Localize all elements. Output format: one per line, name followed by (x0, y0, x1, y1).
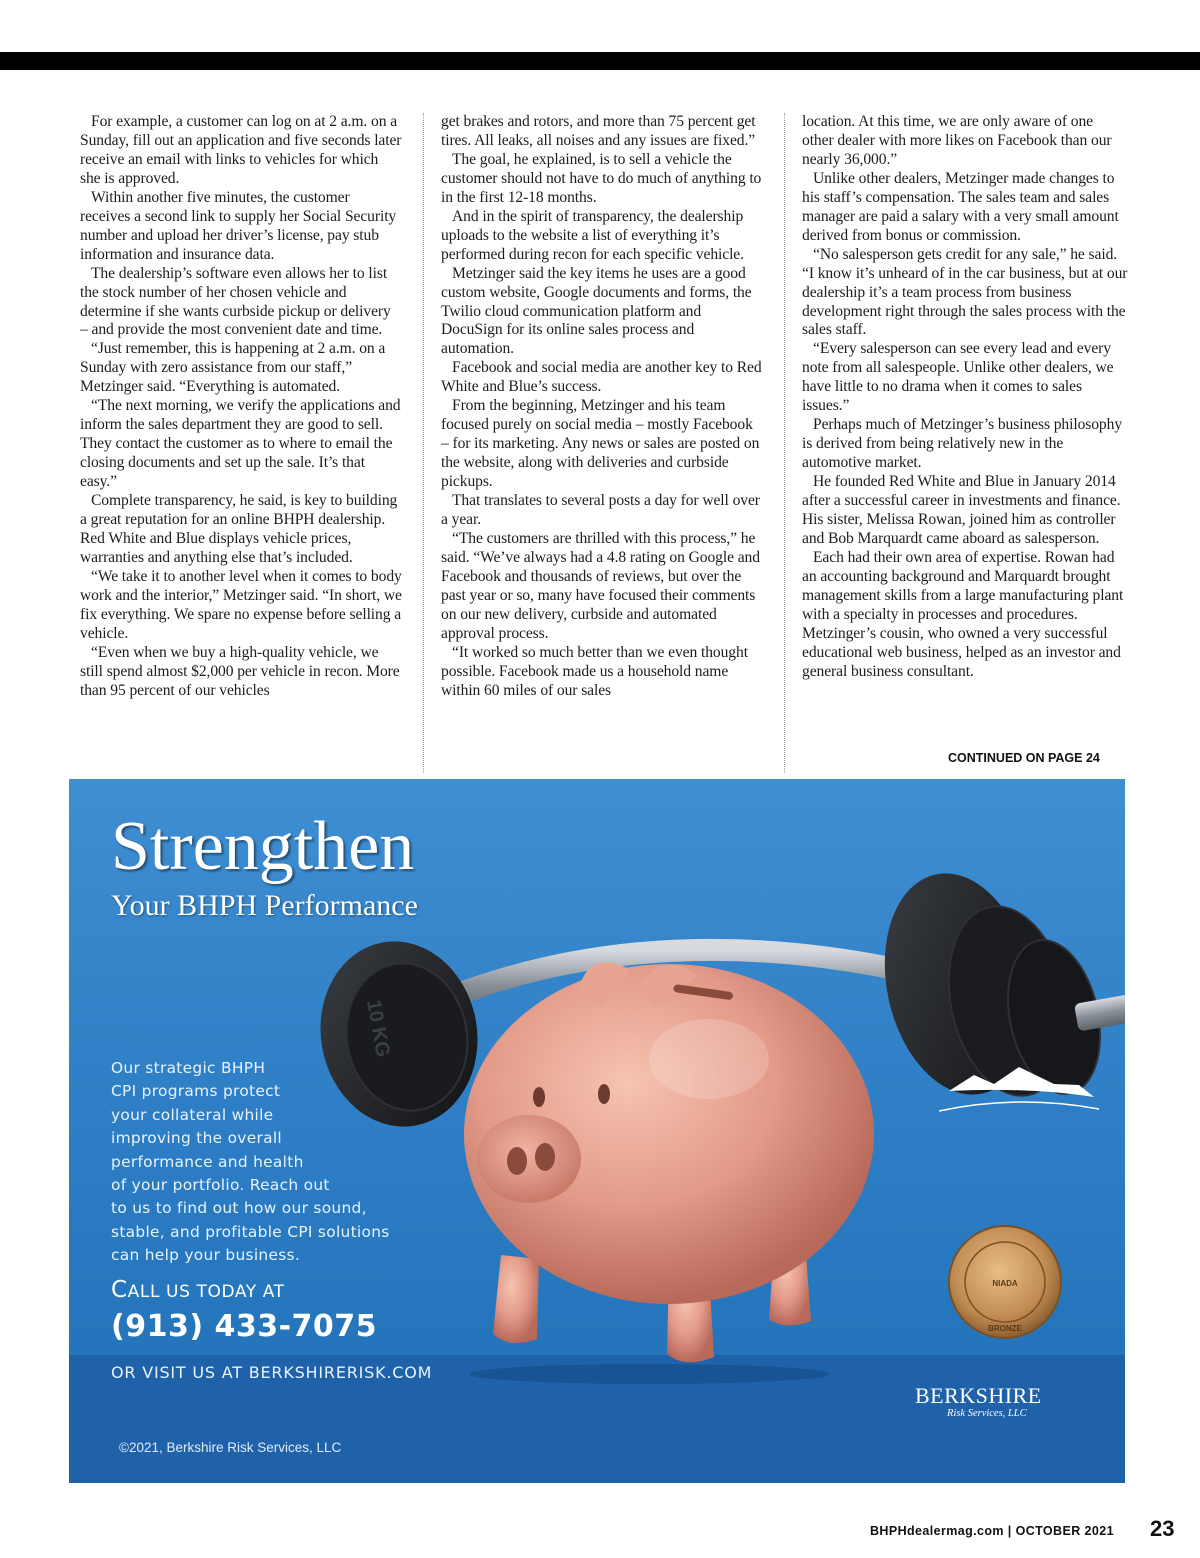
article-paragraph: Complete transparency, he said, is key to building a great reputation for an online BHPH dealership. Red White and Blue displays vehicle prices, warranties and anything else that’s included. (80, 492, 398, 566)
ad-body-line: performance and health (111, 1152, 304, 1171)
berkshire-advertisement (69, 779, 1125, 1483)
ad-body-line: Our strategic BHPH (111, 1059, 266, 1077)
article-paragraph: For example, a customer can log on at 2 a.m. on a Sunday, fill out an application and five seconds later receive an email with links to vehicles for which she is approved. (80, 113, 402, 187)
phone-number[interactable]: (913) 433-7075 (111, 1309, 378, 1344)
article-paragraph: Perhaps much of Metzinger’s business philosophy is derived from being relatively new in the automotive market. (802, 416, 1123, 472)
ad-body-line: improving the overall (111, 1129, 282, 1148)
ad-body-line: of your portfolio. Reach out (111, 1176, 330, 1195)
column-divider (423, 113, 424, 773)
article-paragraph: The dealership’s software even allows her to list the stock number of her chosen vehicle and determine if she wants curbside pickup or delivery – and provide the most convenient date and time. (80, 264, 391, 339)
column-divider (784, 113, 785, 773)
ad-subhead: Your BHPH Performance (111, 889, 418, 922)
ad-body-line: CPI programs protect (111, 1082, 281, 1101)
article-body (80, 113, 1128, 773)
article-paragraph: That translates to several posts a day for well over a year. (441, 492, 760, 529)
logo-subtitle: Risk Services, LLC (947, 1408, 1027, 1419)
ad-body-line: your collateral while (111, 1105, 274, 1124)
top-rule (0, 52, 1200, 70)
seal-tier: BRONZE (988, 1324, 1022, 1333)
ad-copyright: ©2021, Berkshire Risk Services, LLC (119, 1440, 342, 1455)
article-paragraph: get brakes and rotors, and more than 75 percent get tires. All leaks, all noises and any issues are fixed.” (441, 113, 756, 149)
berkshire-logo (905, 1357, 1105, 1437)
article-paragraph: From the beginning, Metzinger and his team focused purely on social media – mostly Facebook – for its marketing. Any news or sales are posted on the website, along with deliveries and curbside pickups. (441, 397, 760, 491)
ad-headline: Strengthen (111, 808, 415, 885)
continued-on-page: CONTINUED ON PAGE 24 (948, 751, 1100, 765)
article-paragraph: “No salesperson gets credit for any sale,” he said. “I know it’s unheard of in the car business, but at our dealership it’s a team process from business development right through the sales process with the sales staff. (802, 245, 1128, 339)
ad-body-line: to us to find out how our sound, (111, 1199, 367, 1218)
niada-bronze-seal (949, 1226, 1061, 1338)
article-paragraph: “The next morning, we verify the applications and inform the sales department they are good to sell. They contact the customer as to where to email the closing documents and set up the sale. It’s that easy.” (80, 397, 401, 491)
article-paragraph: “Just remember, this is happening at 2 a.m. on a Sunday with zero assistance from our staff,” Metzinger said. “Everything is automated. (80, 340, 386, 396)
page-number: 23 (1150, 1516, 1175, 1541)
ad-body-line: can help your business. (111, 1246, 301, 1265)
article-paragraph: He founded Red White and Blue in January 2014 after a successful career in investments and finance. His sister, Melissa Rowan, joined him as controller and Bob Marquardt came aboard as salesperson. (802, 473, 1121, 547)
article-paragraph: Each had their own area of expertise. Rowan had an accounting background and Marquardt brought management skills from a large manufacturing plant with a specialty in processes and procedures. Metzinger’s cousin, who owned a very successful educational web business, helped as an investor and general business consultant. (802, 548, 1124, 680)
article-column-2 (441, 113, 763, 773)
article-paragraph: location. At this time, we are only aware of one other dealer with more likes on Facebook than our nearly 36,000.” (802, 113, 1112, 168)
article-paragraph: “We take it to another level when it comes to body work and the interior,” Metzinger said. “In short, we fix everything. We spare no expense before selling a vehicle. (80, 567, 402, 642)
footer-site-date: BHPHdealermag.com | OCTOBER 2021 (870, 1524, 1114, 1538)
cta-text: ALL US TODAY AT (127, 1282, 285, 1302)
article-paragraph: The goal, he explained, is to sell a vehicle the customer should not have to do much of anything to in the first 12-18 months. (441, 150, 762, 206)
article-paragraph: Unlike other dealers, Metzinger made changes to his staff’s compensation. The sales team and sales manager are paid a salary with a very small amount derived from bonus or commission. (802, 169, 1119, 244)
logo-name: BERKSHIRE (915, 1383, 1042, 1408)
article-paragraph: Within another five minutes, the customer receives a second link to supply her Social Security number and upload her driver’s license, pay stub information and insurance data. (80, 188, 397, 263)
article-paragraph: “Every salesperson can see every lead and every note from all salespeople. Unlike other dealers, we have little to no drama when it comes to sales issues.” (802, 340, 1114, 415)
cta-initial: C (111, 1277, 128, 1303)
ad-body-copy (111, 1057, 451, 1268)
call-to-action (111, 1277, 285, 1303)
article-column-3 (802, 113, 1128, 773)
article-column-1 (80, 113, 402, 773)
website-link[interactable]: OR VISIT US AT BERKSHIRERISK.COM (111, 1363, 433, 1382)
article-paragraph: And in the spirit of transparency, the dealership uploads to the website a list of everything it’s performed during recon for each specific vehicle. (441, 207, 744, 263)
article-paragraph: Metzinger said the key items he uses are a good custom website, Google documents and forms, the Twilio cloud communication platform and DocuSign for its online sales process and automation. (441, 264, 752, 358)
weight-label: 10 KG (362, 998, 394, 1059)
article-paragraph: “The customers are thrilled with this process,” he said. “We’ve always had a 4.8 rating on Google and Facebook and thousands of reviews, but over the past year or so, many have focused their comments on our new delivery, curbside and automated approval process. (441, 529, 760, 642)
article-paragraph: Facebook and social media are another key to Red White and Blue’s success. (441, 359, 762, 396)
right-weight-plate (865, 859, 1125, 1108)
article-paragraph: “Even when we buy a high-quality vehicle, we still spend almost $2,000 per vehicle in recon. More than 95 percent of our vehicles (80, 643, 400, 699)
article-paragraph: “It worked so much better than we even thought possible. Facebook made us a household name within 60 miles of our sales (441, 643, 748, 699)
ad-body-line: stable, and profitable CPI solutions (111, 1222, 390, 1241)
seal-label: NIADA (992, 1279, 1018, 1288)
